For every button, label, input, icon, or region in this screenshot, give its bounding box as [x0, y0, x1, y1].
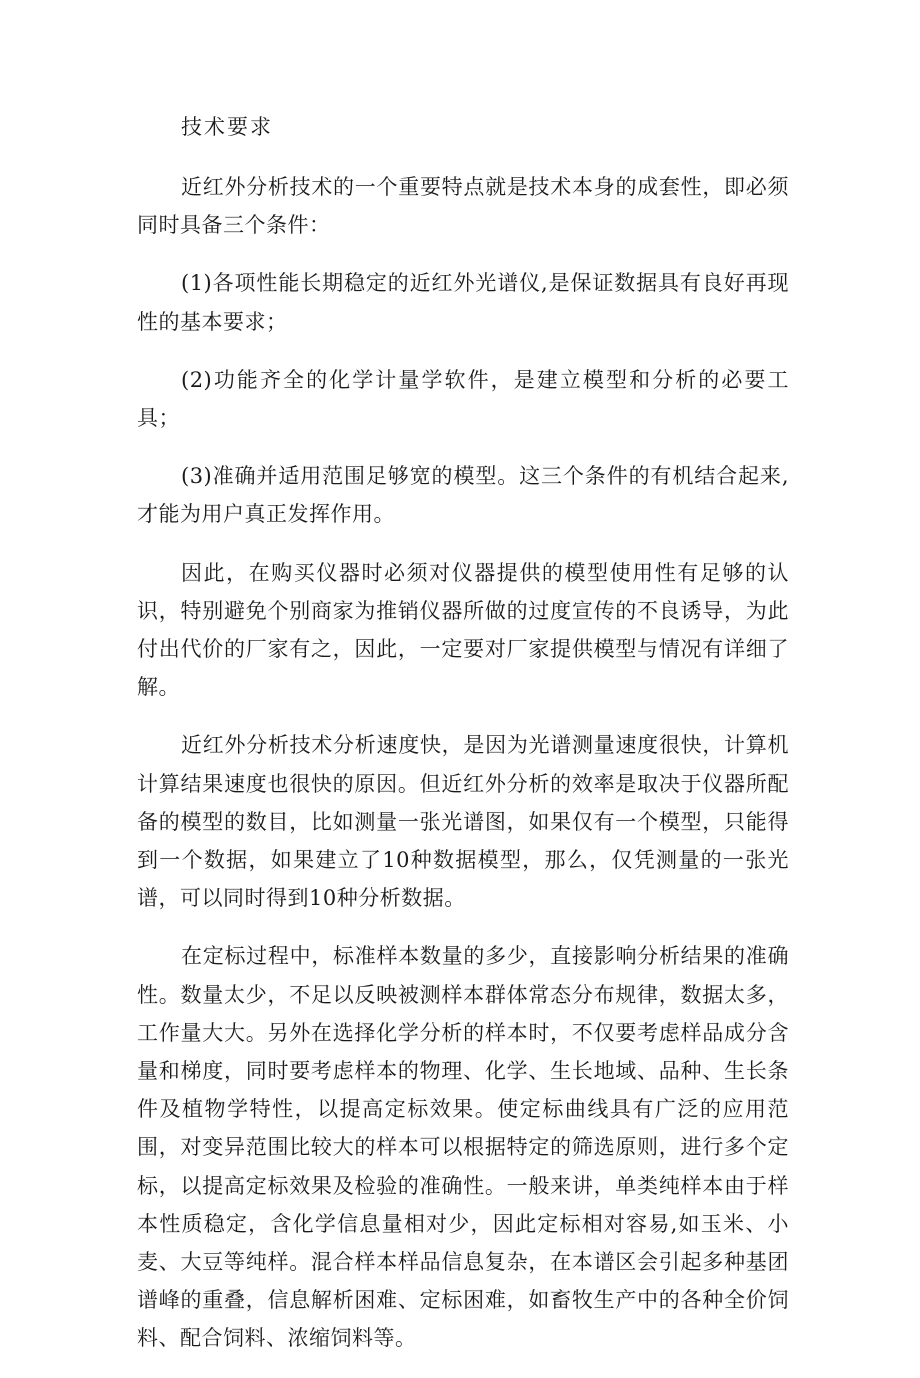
document-body	[137, 108, 789, 1378]
paragraph-condition-2: (2)功能齐全的化学计量学软件，是建立模型和分析的必要工具；	[137, 367, 789, 431]
section-heading: 技术要求	[181, 115, 273, 139]
paragraph-calibration: 在定标过程中，标准样本数量的多少，直接影响分析结果的准确性。数量太少，不足以反映被测样本群体常态分布规律，数据太多，工作量大大。另外在选择化学分析的样本时，不仅要考虑样品成分含量和梯度，同时要考虑样本的物理、化学、生长地域、品种、生长条件及植物学特性，以提高定标效果。使定标曲线具有广泛的应用范围，对变异范围比较大的样本可以根据特定的筛选原则，进行多个定标，以提高定标效果及检验的准确性。一般来讲，单类纯样本由于样本性质稳定，含化学信息量相对少，因此定标相对容易,如玉米、小麦、大豆等纯样。混合样本样品信息复杂，在本谱区会引起多种基团谱峰的重叠，信息解析困难、定标困难，如畜牧生产中的各种全价饲料、配合饲料、浓缩饲料等。	[137, 944, 789, 1351]
paragraph-analysis-speed: 近红外分析技术分析速度快，是因为光谱测量速度很快，计算机计算结果速度也很快的原因。但近红外分析的效率是取决于仪器所配备的模型的数目，比如测量一张光谱图，如果仅有一个模型，只能得到一个数据，如果建立了10种数据模型，那么，仅凭测量的一张光谱，可以同时得到10种分析数据。	[137, 733, 789, 911]
paragraph-intro: 近红外分析技术的一个重要特点就是技术本身的成套性，即必须同时具备三个条件：	[137, 175, 789, 238]
paragraph-condition-1: (1)各项性能长期稳定的近红外光谱仪,是保证数据具有良好再现性的基本要求；	[137, 271, 789, 334]
paragraph-purchase-advice: 因此，在购买仪器时必须对仪器提供的模型使用性有足够的认识，特别避免个别商家为推销仪器所做的过度宣传的不良诱导，为此付出代价的厂家有之，因此，一定要对厂家提供模型与情况有详细了解。	[137, 560, 789, 700]
paragraph-condition-3: (3)准确并适用范围足够宽的模型。这三个条件的有机结合起来,才能为用户真正发挥作用。	[137, 464, 789, 527]
